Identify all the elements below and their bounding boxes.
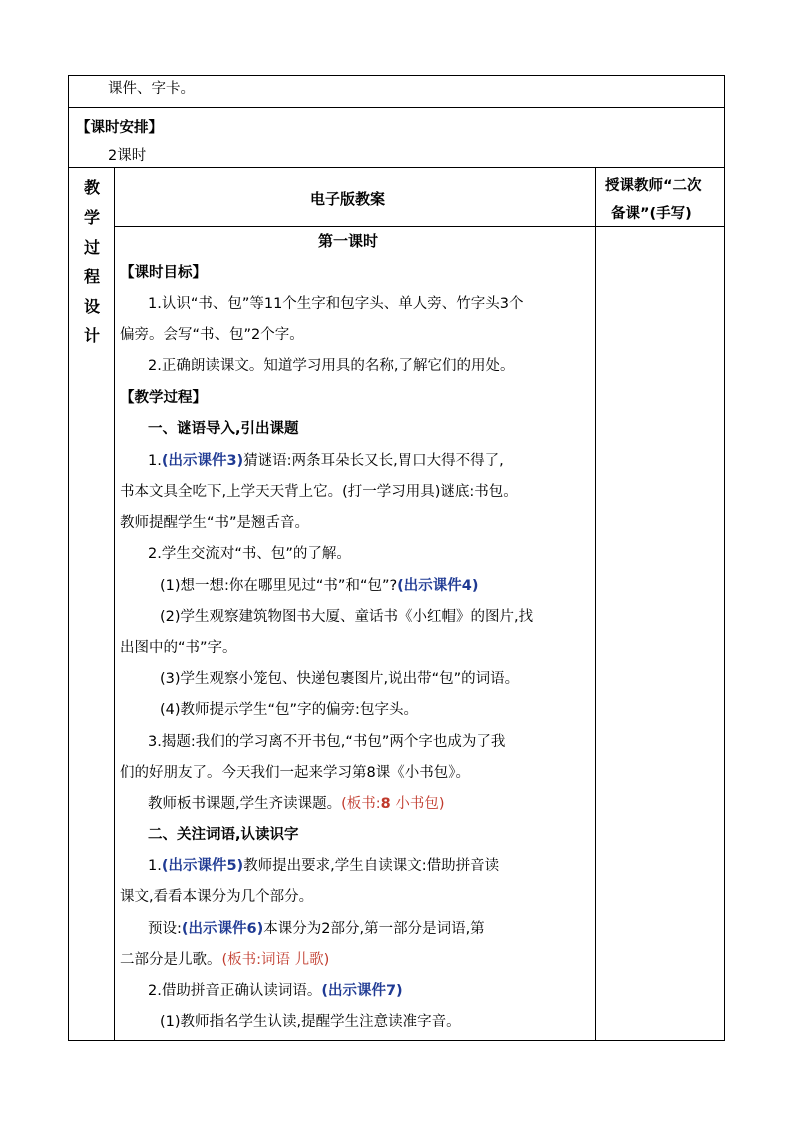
materials-text: 课件、字卡。: [108, 81, 195, 97]
board-note-end: 小书包): [390, 796, 445, 812]
lesson-title: 第一课时: [318, 232, 379, 250]
header-right-line1: 授课教师“二次: [605, 178, 702, 194]
table-border-bottom: [68, 1040, 725, 1041]
board-note: (板书:词语 儿歌): [221, 952, 330, 968]
col-divider-right: [595, 167, 596, 1041]
s2-p2-line-2-text: 二部分是儿歌。: [120, 952, 222, 968]
header-center-title: 电子版教案: [310, 190, 386, 208]
side-label-char: 程: [83, 267, 100, 286]
s2-p2-line-2: [120, 951, 329, 969]
header-divider: [114, 226, 725, 227]
goal-1-line-1: 1.认识“书、包”等11个生字和包字头、单人旁、竹字头3个: [148, 296, 524, 312]
goals-heading: 【课时目标】: [120, 265, 207, 281]
side-label-char: 计: [83, 326, 100, 345]
s2-p2-line-1: [148, 920, 485, 938]
s1-p2-1-text: (1)想一想:你在哪里见过“书”和“包”?: [160, 578, 398, 594]
s1-p1-text: 猜谜语:两条耳朵长又长,胃口大得不得了,: [243, 453, 504, 469]
s1-p1-line-1: [148, 452, 504, 470]
board-note-number: 8: [380, 796, 391, 812]
s1-p2-4: (4)教师提示学生“包”字的偏旁:包字头。: [160, 702, 418, 718]
courseware-tag: (出示课件7): [321, 983, 403, 999]
s1-p2-3: (3)学生观察小笼包、快递包裹图片,说出带“包”的词语。: [160, 671, 520, 687]
s1-p1-number: 1.: [148, 453, 162, 469]
table-border-top: [68, 75, 725, 76]
s1-p2-1: [160, 577, 479, 595]
process-heading: 【教学过程】: [120, 390, 207, 406]
side-label-char: 设: [83, 297, 100, 316]
s2-p1-number: 1.: [148, 858, 162, 874]
courseware-tag: (出示课件3): [161, 453, 244, 469]
s1-p2-2-line-2: 出图中的“书”字。: [120, 640, 237, 656]
section-1-title: 一、谜语导入,引出课题: [148, 421, 299, 437]
col-divider-side: [114, 167, 115, 1041]
section-2-title: 二、关注词语,认读识字: [148, 827, 299, 843]
s2-p1-line-2: 课文,看看本课分为几个部分。: [120, 889, 314, 905]
header-right-line2: 备课”(手写): [611, 206, 692, 222]
s2-p3-text: 2.借助拼音正确认读词语。: [148, 983, 322, 999]
board-note: (板书:: [341, 796, 381, 812]
row-divider-2: [68, 167, 725, 168]
schedule-value: 2课时: [108, 148, 147, 164]
side-label-char: 学: [83, 208, 100, 227]
courseware-tag: (出示课件4): [397, 578, 479, 594]
courseware-tag: (出示课件6): [181, 921, 264, 937]
table-border-right: [724, 75, 725, 1041]
row-divider-1: [68, 107, 725, 108]
s2-p2-text: 本课分为2部分,第一部分是词语,第: [263, 921, 485, 937]
s2-p2-pre: 预设:: [148, 921, 182, 937]
s1-p1-line-3: 教师提醒学生“书”是翘舌音。: [120, 515, 310, 531]
goal-2: 2.正确朗读课文。知道学习用具的名称,了解它们的用处。: [148, 358, 515, 374]
s1-p1-line-2: 书本文具全吃下,上学天天背上它。(打一学习用具)谜底:书包。: [120, 484, 518, 500]
schedule-heading: 【课时安排】: [76, 120, 163, 136]
s1-p3-line-2: 们的好朋友了。今天我们一起来学习第8课《小书包》。: [120, 765, 470, 781]
s1-p4: [148, 795, 445, 813]
s1-p2-2-line-1: (2)学生观察建筑物图书大厦、童话书《小红帽》的图片,找: [160, 609, 534, 625]
s2-p1-text: 教师提出要求,学生自读课文:借助拼音读: [243, 858, 500, 874]
courseware-tag: (出示课件5): [161, 858, 244, 874]
s1-p3-line-1: 3.揭题:我们的学习离不开书包,“书包”两个字也成为了我: [148, 734, 506, 750]
goal-1-line-2: 偏旁。会写“书、包”2个字。: [120, 327, 304, 343]
table-border-left: [68, 75, 69, 1041]
s1-p4-text: 教师板书课题,学生齐读课题。: [148, 796, 342, 812]
s2-p3-1: (1)教师指名学生认读,提醒学生注意读准字音。: [160, 1014, 461, 1030]
s1-p2: 2.学生交流对“书、包”的了解。: [148, 546, 351, 562]
s2-p3: [148, 982, 403, 1000]
s2-p1-line-1: [148, 857, 499, 875]
side-label-char: 过: [83, 238, 100, 257]
side-label-char: 教: [83, 178, 100, 197]
